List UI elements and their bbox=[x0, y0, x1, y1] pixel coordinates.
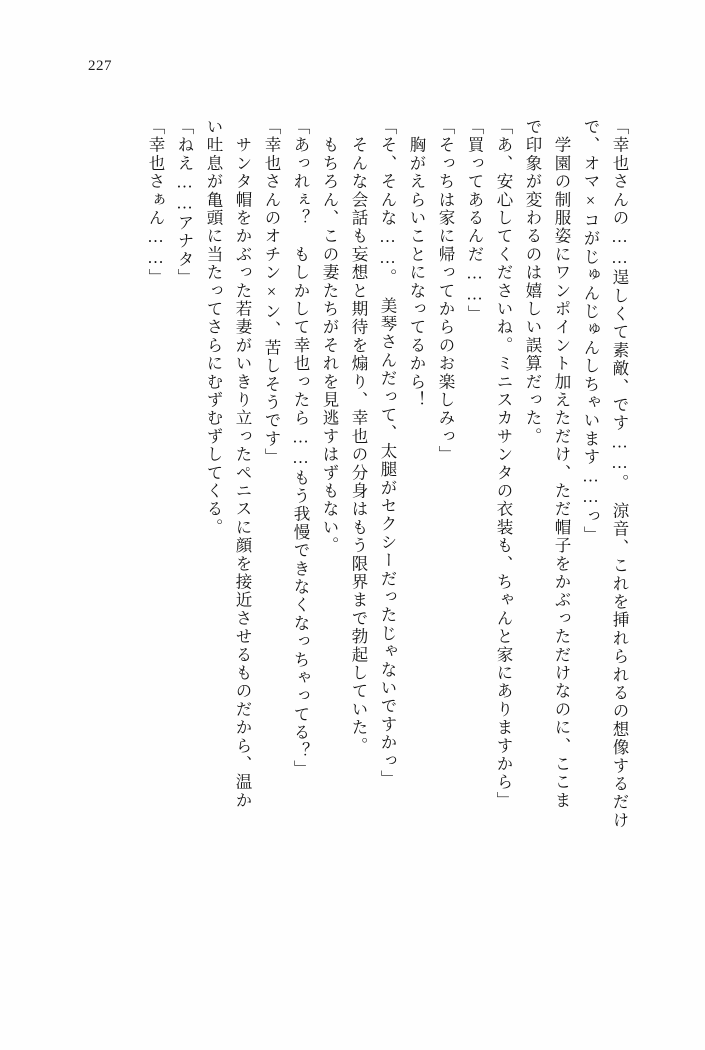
text-line: 「あ、安心してくださいね。ミニスカサンタの衣装も、ちゃんと家にありますから」 bbox=[494, 118, 513, 810]
text-line: い吐息が亀頭に当たってさらにむずむずしてくる。 bbox=[204, 118, 223, 537]
text-line: で印象が変わるのは嬉しい誤算だった。 bbox=[523, 118, 542, 446]
text-line: で、オマ×コがじゅんじゅんしちゃいます……っ」 bbox=[581, 118, 600, 545]
body-text-block bbox=[79, 118, 627, 948]
text-line: 「幸也さぁん……」 bbox=[146, 118, 165, 287]
text-line: 胸がえらいことになってるから！ bbox=[407, 118, 426, 410]
text-line: 学園の制服姿にワンポイント加えただけ、ただ帽子をかぶっただけなのに、ここま bbox=[552, 118, 571, 810]
text-line: 「幸也さんのオチン×ン、苦しそうです」 bbox=[262, 118, 281, 467]
text-line: 「あっれぇ？ もしかして幸也ったら……もう我慢できなくなっちゃってる？」 bbox=[291, 118, 310, 779]
text-line: 「そ、そんな……。 美琴さんだって、太腿がセクシーだったじゃないですかっ」 bbox=[378, 118, 397, 789]
page-number: 227 bbox=[88, 58, 112, 74]
text-line: そんな会話も妄想と期待を煽り、幸也の分身はもう限界まで勃起していた。 bbox=[349, 118, 368, 755]
text-line: もちろん、この妻たちがそれを見逃すはずもない。 bbox=[320, 118, 339, 555]
text-line: 「買ってあるんだ……」 bbox=[465, 118, 484, 324]
text-line: サンタ帽をかぶった若妻がいきり立ったペニスに顔を接近させるものだから、温か bbox=[233, 118, 252, 810]
text-line: 「幸也さんの……逞しくて素敵、です……。 涼音、これを挿れられるの想像するだけ bbox=[610, 118, 629, 830]
text-line: 「ねえ……アナタ」 bbox=[175, 118, 194, 287]
text-line: 「そっちは家に帰ってからのお楽しみっ」 bbox=[436, 118, 455, 464]
